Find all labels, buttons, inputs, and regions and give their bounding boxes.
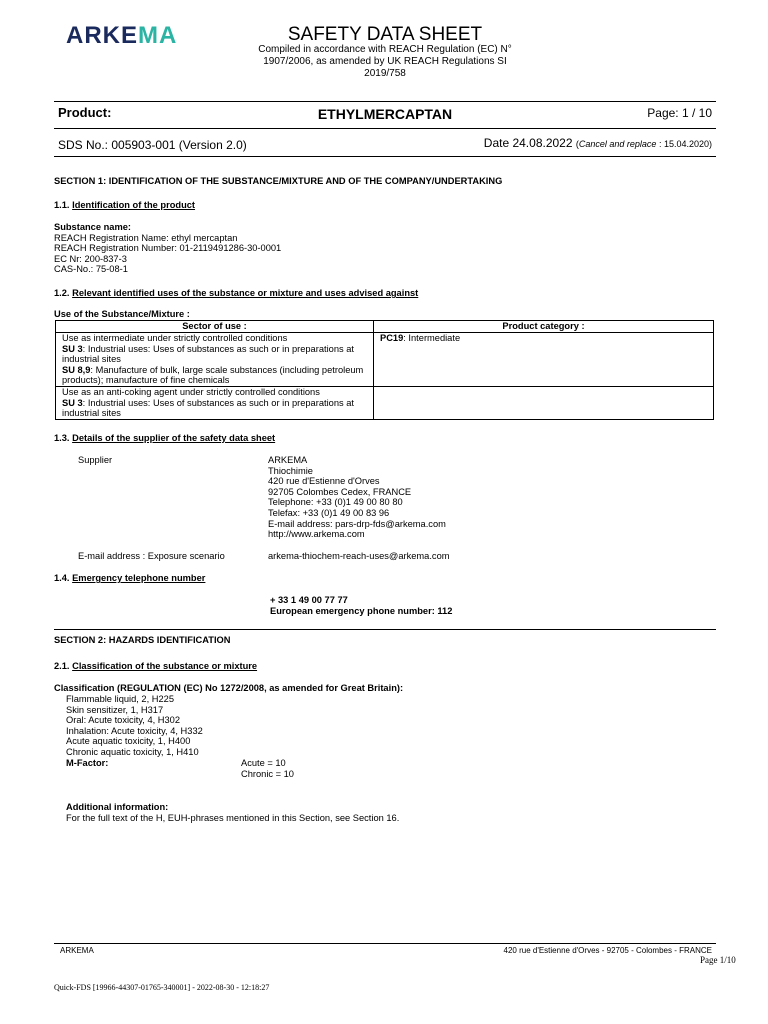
quick-fds-stamp: Quick-FDS [19966-44307-01765-340001] - 2022-08-30 - 12:18:27 (54, 983, 270, 992)
footer-page: Page 1/10 (700, 955, 736, 965)
document-title: SAFETY DATA SHEET (287, 24, 483, 45)
table-cell (374, 386, 714, 419)
revision-date: Date 24.08.2022 (Cancel and replace : 15.04.2020) (483, 136, 712, 150)
list-item: Acute aquatic toxicity, 1, H400 (66, 736, 191, 747)
page-indicator: Page: 1 / 10 (647, 106, 712, 120)
arkema-logo: ARKEMA (66, 22, 178, 49)
subsection-1-4: 1.4. Emergency telephone number (54, 573, 206, 583)
use-label: Use of the Substance/Mixture : (54, 309, 190, 319)
divider (54, 101, 716, 102)
uses-table (55, 320, 714, 420)
emergency-phone: + 33 1 49 00 77 77 European emergency phone number: 112 (270, 595, 453, 616)
section1-title: SECTION 1: IDENTIFICATION OF THE SUBSTANCE/MIXTURE AND OF THE COMPANY/UNDERTAKING (54, 176, 503, 186)
list-item: Chronic aquatic toxicity, 1, H410 (66, 746, 199, 757)
table-cell: PC19: Intermediate (374, 333, 714, 387)
classification-label: Classification (REGULATION (EC) No 1272/2008, as amended for Great Britain): (54, 683, 404, 693)
list-item: Flammable liquid, 2, H225 (66, 694, 174, 704)
mfactor-values: Acute = 10 Chronic = 10 (241, 758, 294, 779)
supplier-address: ARKEMA Thiochimie 420 rue d'Estienne d'Orves 92705 Colombes Cedex, FRANCE Telephone: +33 (0)1 49 00 80 80 Telefax: +33 (0)1 49 00 83 96 E-mail address: pars-drp-fds@arkema.com http://www.arkema.com (268, 455, 446, 540)
compiled-note: Compiled in accordance with REACH Regulation (EC) N° 1907/2006, as amended by UK REACH Regulations SI 2019/758 (258, 44, 512, 79)
exposure-email: arkema-thiochem-reach-uses@arkema.com (268, 551, 450, 561)
divider (54, 629, 716, 630)
subsection-1-3: 1.3. Details of the supplier of the safety data sheet (54, 433, 276, 443)
additional-info-label: Additional information: (66, 802, 169, 812)
product-label: Product: (58, 105, 112, 120)
mfactor-label: M-Factor: (66, 757, 109, 768)
list-item: Oral: Acute toxicity, 4, H302 (66, 715, 181, 726)
table-header-sector: Sector of use : (56, 321, 374, 333)
table-header-category: Product category : (374, 321, 714, 333)
section2-title: SECTION 2: HAZARDS IDENTIFICATION (54, 635, 231, 645)
table-row (56, 386, 714, 419)
subsection-1-2: 1.2. Relevant identified uses of the substance or mixture and uses advised against (54, 288, 419, 298)
product-name: ETHYLMERCAPTAN (317, 106, 453, 122)
footer-divider (54, 943, 716, 944)
table-row (56, 333, 714, 387)
subsection-2-1: 2.1. Classification of the substance or mixture (54, 661, 258, 671)
list-item: Inhalation: Acute toxicity, 4, H332 (66, 725, 203, 736)
classification-list (66, 694, 203, 768)
supplier-label: Supplier (78, 455, 113, 465)
table-cell: Use as intermediate under strictly controlled conditions SU 3: Industrial uses: Uses of substances as such or in preparations at industrial sites SU 8,9: Manufacture of bulk, large scale substances (including petroleum products); manufacture of fine chemicals (56, 333, 374, 387)
footer-company: ARKEMA (60, 946, 94, 955)
substance-block: Substance name: REACH Registration Name: ethyl mercaptan REACH Registration Number: 01-2119491286-30-0001 EC Nr: 200-837-3 CAS-No.: 75-08-1 (54, 222, 282, 275)
subsection-1-1: 1.1. Identification of the product (54, 200, 196, 210)
additional-info-text: For the full text of the H, EUH-phrases mentioned in this Section, see Section 16. (66, 813, 400, 823)
sds-number: SDS No.: 005903-001 (Version 2.0) (58, 138, 247, 152)
exposure-email-label: E-mail address : Exposure scenario (78, 551, 225, 561)
table-cell: Use as an anti-coking agent under strictly controlled conditions SU 3: Industrial uses: Uses of substances as such or in preparations at industrial sites (56, 386, 374, 419)
divider (54, 156, 716, 157)
list-item: Skin sensitizer, 1, H317 (66, 704, 164, 715)
divider (54, 128, 716, 129)
footer-address: 420 rue d'Estienne d'Orves - 92705 - Colombes - FRANCE (503, 946, 712, 955)
